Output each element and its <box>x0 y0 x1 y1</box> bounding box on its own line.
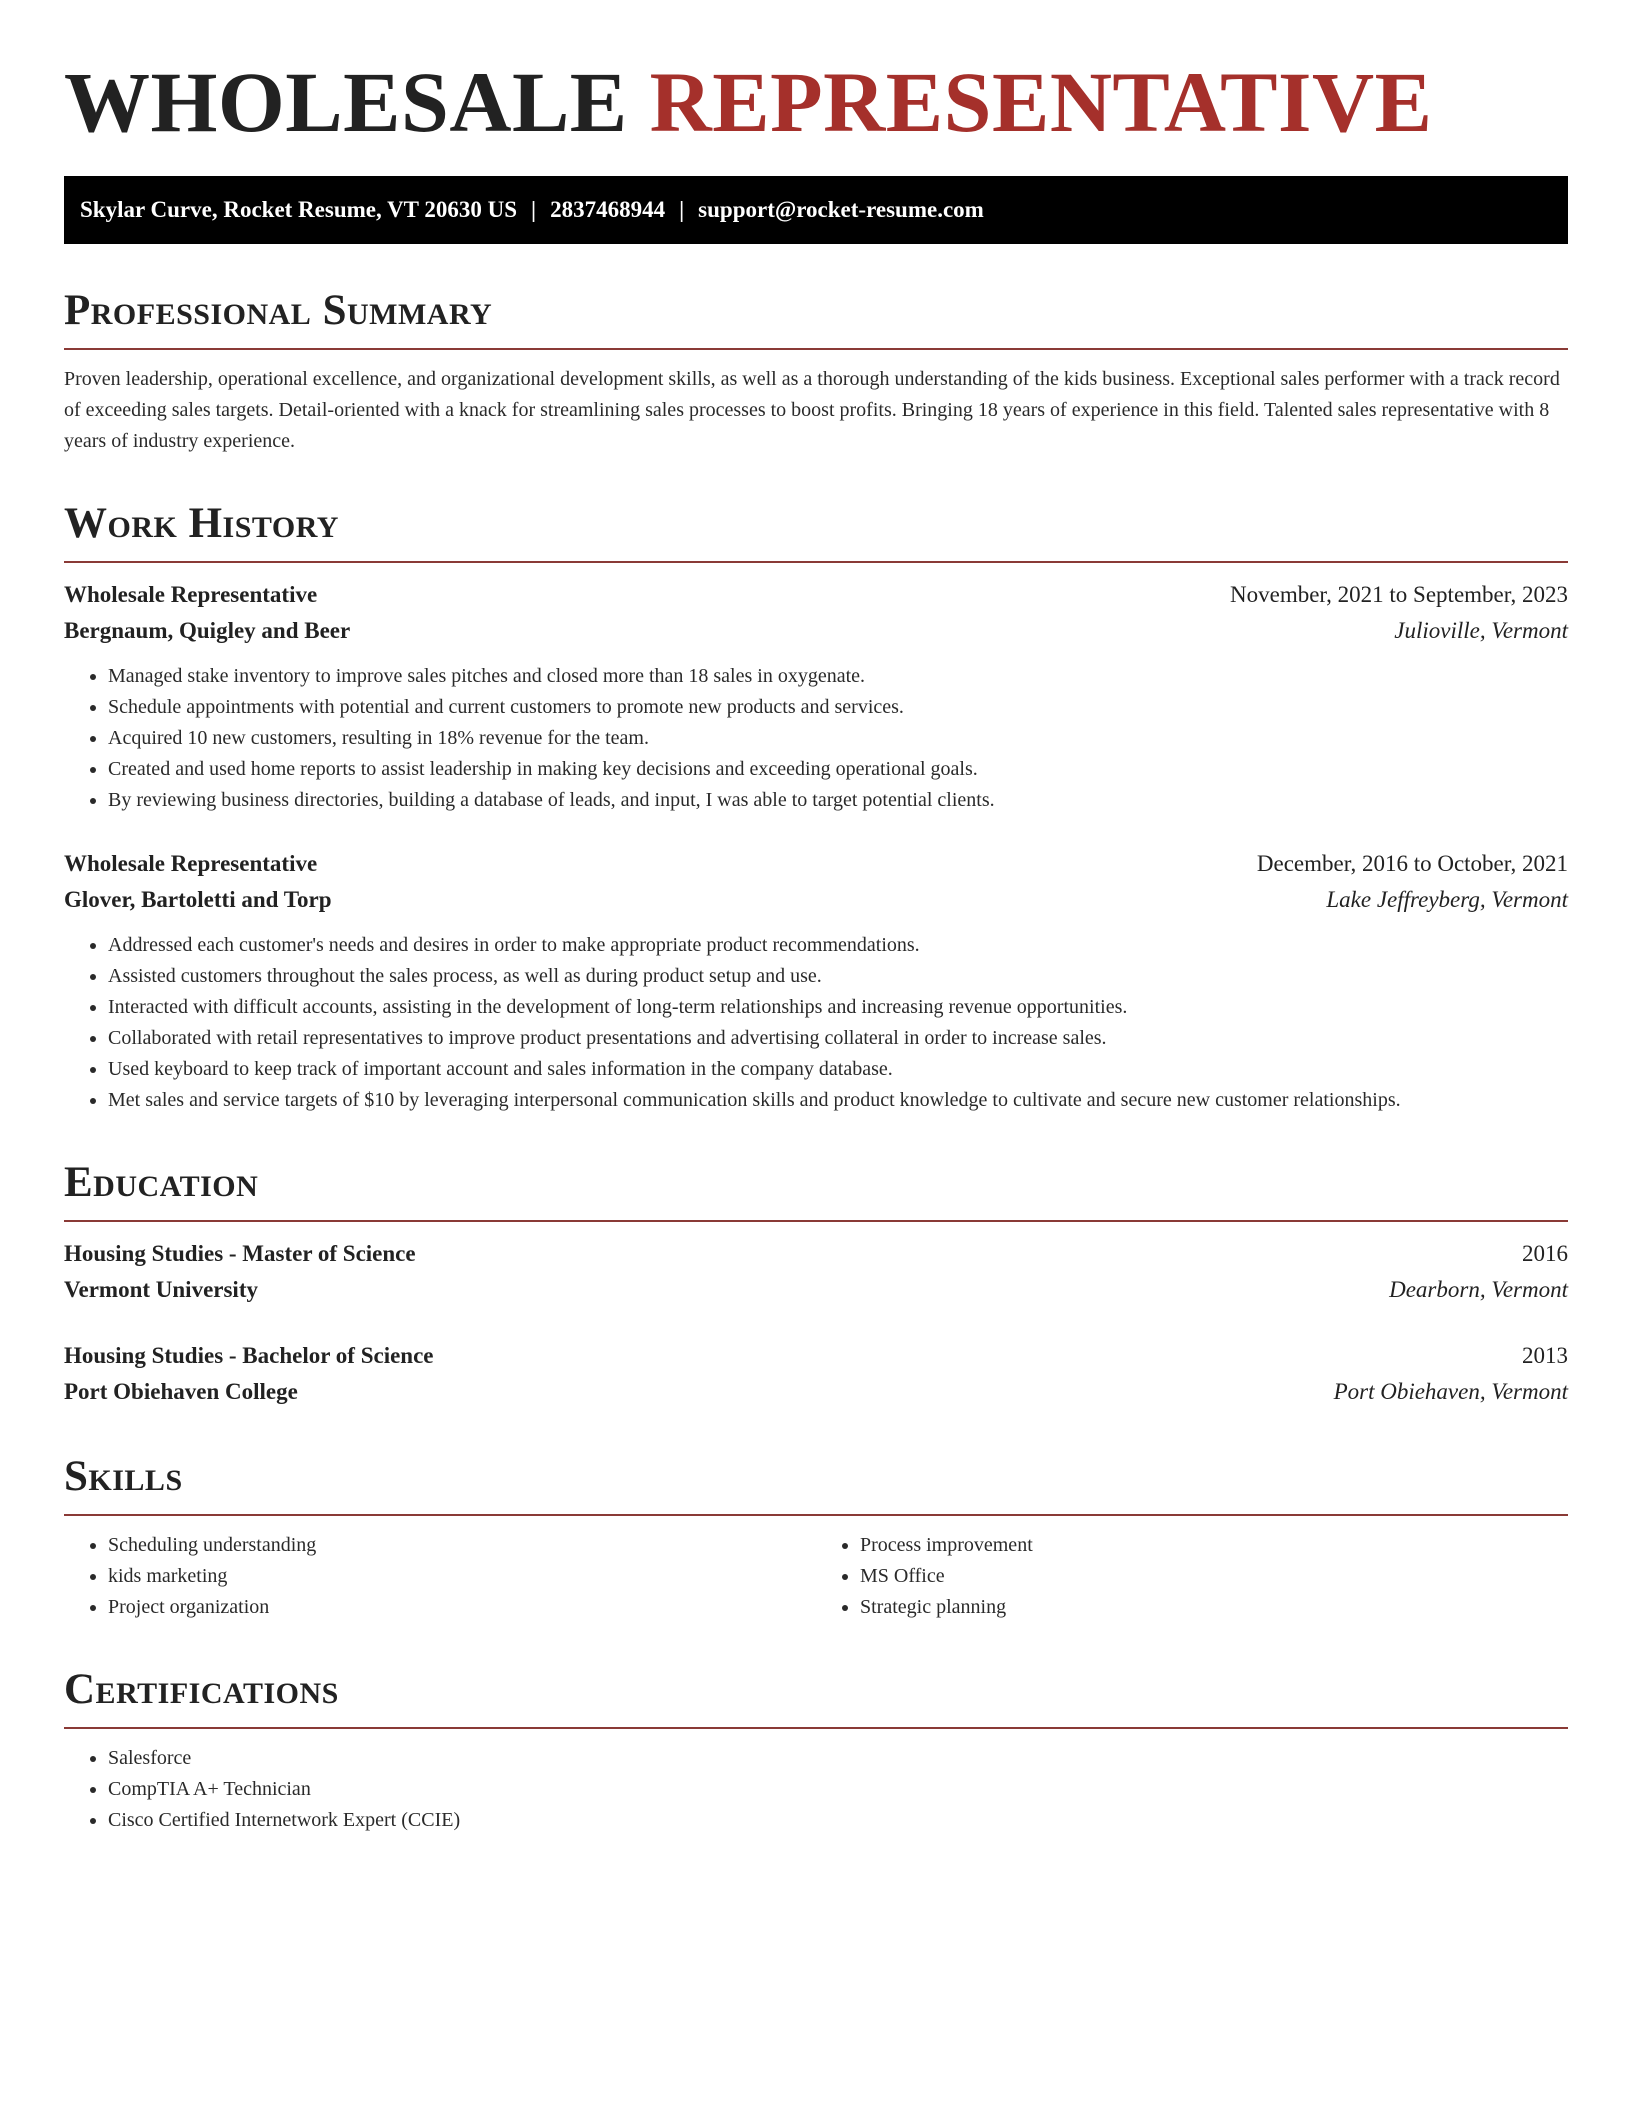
job-company: Glover, Bartoletti and Torp <box>64 887 332 912</box>
section-divider <box>64 1220 1568 1222</box>
section-divider <box>64 348 1568 350</box>
certification-item: • Cisco Certified Internetwork Expert (CCIE) <box>108 1805 1568 1836</box>
education-year: 2013 <box>1522 1343 1568 1368</box>
education-degree: Housing Studies - Bachelor of Science <box>64 1343 434 1368</box>
job-duties-list <box>64 661 1568 816</box>
section-divider <box>64 561 1568 563</box>
contact-bar <box>64 176 1568 244</box>
title-second-word: REPRESENTATIVE <box>649 54 1433 150</box>
skills-list-left <box>64 1530 816 1623</box>
job-company: Bergnaum, Quigley and Beer <box>64 618 351 643</box>
education-location: Port Obiehaven, Vermont <box>1333 1379 1568 1404</box>
contact-email: support@rocket-resume.com <box>698 197 984 222</box>
job-duty: • Created and used home reports to assist leadership in making key decisions and exceeding operational goals. <box>108 754 1568 785</box>
job-dates: December, 2016 to October, 2021 <box>1256 851 1568 876</box>
job-location: Lake Jeffreyberg, Vermont <box>1326 887 1568 912</box>
job-entry <box>64 846 1568 1116</box>
section-title-summary: Professional Summary <box>64 287 493 334</box>
education-entry <box>64 1236 1568 1308</box>
contact-separator: | <box>531 197 537 222</box>
education-section <box>64 1158 1568 1410</box>
certification-item: • Salesforce <box>108 1743 1568 1774</box>
skill-item: • Strategic planning <box>860 1592 1568 1623</box>
skills-list-right <box>816 1530 1568 1623</box>
education-entry <box>64 1338 1568 1410</box>
job-duty: • Addressed each customer's needs and desires in order to make appropriate product recommendations. <box>108 930 1568 961</box>
job-duty: • Met sales and service targets of $10 by leveraging interpersonal communication skills and product knowledge to cultivate and secure new customer relationships. <box>108 1085 1568 1116</box>
job-duty: • Collaborated with retail representatives to improve product presentations and advertising collateral in order to increase sales. <box>108 1023 1568 1054</box>
skill-item: • MS Office <box>860 1561 1568 1592</box>
section-title-education: Education <box>64 1159 259 1206</box>
skills-section <box>64 1452 1568 1623</box>
resume-title <box>64 52 1568 152</box>
education-location: Dearborn, Vermont <box>1389 1277 1568 1302</box>
contact-separator: | <box>679 197 685 222</box>
job-duty: • By reviewing business directories, building a database of leads, and input, I was able to target potential clients. <box>108 785 1568 816</box>
job-entry <box>64 577 1568 816</box>
education-degree: Housing Studies - Master of Science <box>64 1241 416 1266</box>
job-duties-list <box>64 930 1568 1116</box>
job-dates: November, 2021 to September, 2023 <box>1230 582 1568 607</box>
skill-item: • Process improvement <box>860 1530 1568 1561</box>
education-school: Port Obiehaven College <box>64 1379 298 1404</box>
section-title-skills: Skills <box>64 1453 183 1500</box>
contact-phone: 2837468944 <box>550 197 666 222</box>
education-year: 2016 <box>1522 1241 1568 1266</box>
title-first-word: WHOLESALE <box>64 54 628 150</box>
certifications-list <box>64 1743 1568 1836</box>
skill-item: • kids marketing <box>108 1561 816 1592</box>
job-duty: • Used keyboard to keep track of important account and sales information in the company database. <box>108 1054 1568 1085</box>
skill-item: • Project organization <box>108 1592 816 1623</box>
section-divider <box>64 1727 1568 1729</box>
summary-text: Proven leadership, operational excellence, and organizational development skills, as well as a thorough understanding of the kids business. Exceptional sales performer with a track record of exceeding sales targets. Detail-oriented with a knack for streamlining sales processes to boost profits. Bringing 18 years of experience in this field. Talented sales representative with 8 years of industry experience. <box>64 368 1560 452</box>
education-school: Vermont University <box>64 1277 258 1302</box>
job-role: Wholesale Representative <box>64 851 318 876</box>
job-duty: • Schedule appointments with potential and current customers to promote new products and services. <box>108 692 1568 723</box>
skill-item: • Scheduling understanding <box>108 1530 816 1561</box>
certification-item: • CompTIA A+ Technician <box>108 1774 1568 1805</box>
job-location: Julioville, Vermont <box>1394 618 1568 643</box>
job-duty: • Managed stake inventory to improve sales pitches and closed more than 18 sales in oxygenate. <box>108 661 1568 692</box>
section-title-work-history: Work History <box>64 500 339 547</box>
job-duty: • Acquired 10 new customers, resulting in 18% revenue for the team. <box>108 723 1568 754</box>
skills-columns <box>64 1530 1568 1623</box>
section-divider <box>64 1514 1568 1516</box>
certifications-section <box>64 1665 1568 1836</box>
job-duty: • Interacted with difficult accounts, assisting in the development of long-term relationships and increasing revenue opportunities. <box>108 992 1568 1023</box>
summary-section <box>64 286 1568 457</box>
job-role: Wholesale Representative <box>64 582 318 607</box>
job-duty: • Assisted customers throughout the sales process, as well as during product setup and use. <box>108 961 1568 992</box>
work-history-section <box>64 499 1568 1116</box>
section-title-certifications: Certifications <box>64 1666 339 1713</box>
contact-address: Skylar Curve, Rocket Resume, VT 20630 US <box>80 197 518 222</box>
